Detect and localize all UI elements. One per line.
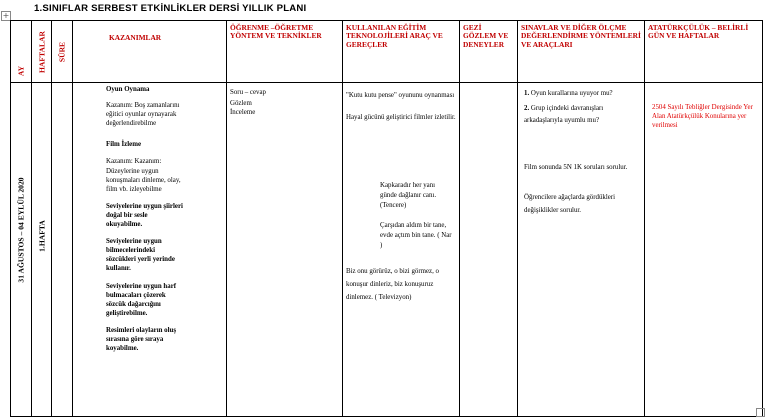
ogrenme-line-1: Soru – cevap bbox=[230, 89, 266, 96]
sinav-q2-text: Grup içindeki davranışları arkadaşlarıyla uyumlu mu? bbox=[524, 105, 604, 124]
ogrenme-line-2: Gözlem bbox=[230, 100, 252, 108]
table-move-handle-icon[interactable]: + bbox=[2, 11, 10, 20]
header-sure-text: SÜRE bbox=[57, 41, 67, 62]
cell-arac bbox=[343, 83, 460, 417]
header-sinav: SINAVLAR VE DİĞER ÖLÇME DEĞERLENDİRME YÖNTEMLERİ VE ARAÇLARI bbox=[518, 21, 645, 83]
ataturk-text: 2504 Sayılı Tebliğler Dergisinde Yer Alan Atatürkçülük Konularına yer verilmesi bbox=[652, 104, 753, 130]
header-ataturk: ATATÜRKÇÜLÜK – BELİRLİ GÜN VE HAFTALAR bbox=[645, 21, 763, 83]
header-ay bbox=[11, 21, 32, 83]
sinav-p4: Öğrencilere ağaçlarda gördükleri değişiklikler sorulur. bbox=[524, 194, 616, 214]
sinav-q2 bbox=[524, 103, 640, 127]
table-resize-handle-icon[interactable] bbox=[756, 408, 765, 417]
sinav-q2-number: 2. bbox=[524, 105, 530, 112]
cell-hafta bbox=[32, 83, 52, 417]
header-gezi: GEZİ GÖZLEM VE DENEYLER bbox=[460, 21, 518, 83]
cell-ogrenme bbox=[227, 83, 343, 417]
kazanim-oyun-text: Kazanım: Boş zamanlarını eğitici oyunlar oynayarak değerlendirebilme bbox=[106, 102, 180, 128]
cell-kazanimlar bbox=[73, 83, 227, 417]
kazanim-film-title: Film İzleme bbox=[106, 141, 142, 149]
sinav-q1-number: 1. bbox=[524, 90, 530, 97]
ogrenme-line-3: İnceleme bbox=[230, 109, 256, 117]
header-ay-text: AY bbox=[16, 65, 26, 77]
arac-riddle-3: Biz onu görürüz, o bizi görmez, o konuşur dinleriz, biz konuşuruz dinlemez. ( Televizyon) bbox=[346, 268, 439, 301]
cell-gezi bbox=[460, 83, 518, 417]
header-ogrenme: ÖĞRENME –ÖĞRETME YÖNTEM VE TEKNİKLER bbox=[227, 21, 343, 83]
kazanim-item-3: Seviyelerine uygun harf bulmacaları çözerek sözcük dağarcığını geliştirebilme. bbox=[106, 282, 177, 317]
header-haftalar bbox=[32, 21, 52, 83]
page-title: 1.SINIFLAR SERBEST ETKİNLİKLER DERSİ YILLIK PLANI bbox=[34, 3, 307, 14]
sinav-p3: Film sonunda 5N 1K soruları sorulur. bbox=[524, 164, 628, 171]
header-sure bbox=[52, 21, 73, 83]
header-kazanimlar: KAZANIMLAR bbox=[73, 21, 227, 83]
cell-ay bbox=[11, 83, 32, 417]
kazanim-film-text: Kazanım: Kazanım: Düzeylerine uygun konuşmaları dinleme, olay, film vb. izleyebilme bbox=[106, 158, 181, 193]
arac-riddle-2: Çarşıdan aldım bir tane, evde açtım bin tane. ( Nar ) bbox=[380, 222, 452, 249]
kazanim-oyun-title: Oyun Oynama bbox=[106, 86, 150, 93]
cell-sinav bbox=[518, 83, 645, 417]
sinav-q1-text: Oyun kurallarına uyuyor mu? bbox=[529, 90, 613, 97]
kazanim-item-1: Seviyelerine uygun şiirleri doğal bir sesle okuyabilme. bbox=[106, 202, 183, 229]
arac-riddle-1: Kapkaradır her yanı günde dağlanır canı. (Tencere) bbox=[380, 182, 437, 209]
hafta-text: 1.HAFTA bbox=[37, 220, 46, 253]
ay-text: 31 AĞUSTOS – 04 EYLÜL 2020 bbox=[16, 176, 26, 283]
arac-p1: "Kutu kutu pense" oyununu oynanması bbox=[346, 92, 455, 99]
cell-sure bbox=[52, 83, 73, 417]
sinav-q1 bbox=[524, 88, 640, 99]
kazanim-item-4: Resimleri olayların oluş sırasına göre sıraya koyabilme. bbox=[106, 326, 177, 353]
header-haftalar-text: HAFTALAR bbox=[37, 30, 46, 73]
arac-p2: Hayal gücünü geliştirici filmler izletilir. bbox=[346, 114, 456, 121]
plan-table bbox=[10, 20, 763, 417]
cell-ataturk bbox=[645, 83, 763, 417]
kazanim-item-2: Seviyelerine uygun bilmecelerindeki sözcükleri yerli yerinde kullanır. bbox=[106, 238, 175, 273]
header-arac: KULLANILAN EĞİTİM TEKNOLOJİLERİ ARAÇ VE GEREÇLER bbox=[343, 21, 460, 83]
